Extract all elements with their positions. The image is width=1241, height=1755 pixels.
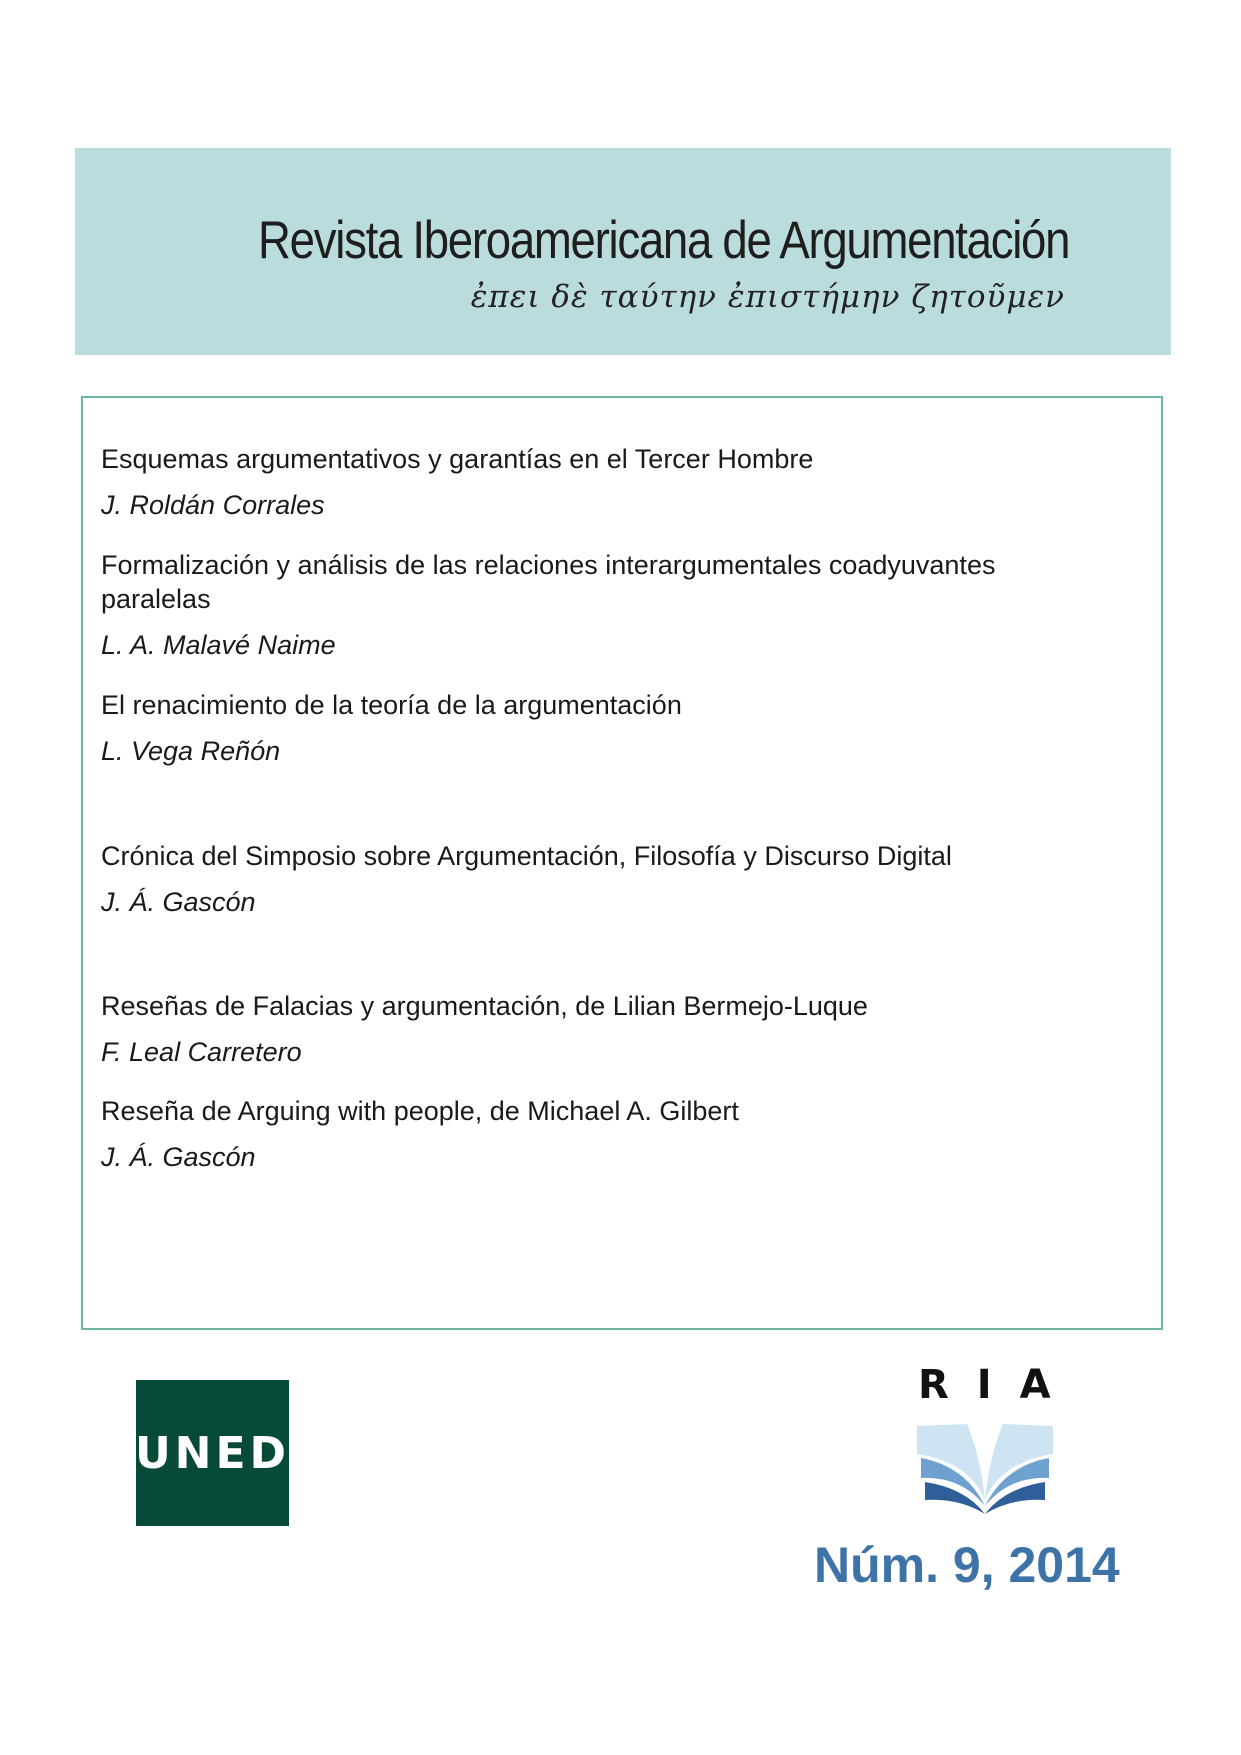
toc-entry (101, 442, 1101, 522)
article-author: J. Á. Gascón (101, 1142, 256, 1172)
article-title[interactable]: Reseña de Arguing with people, de Michael A. Gilbert (101, 1096, 739, 1126)
uned-logo (136, 1380, 289, 1526)
article-author: L. A. Malavé Naime (101, 630, 336, 660)
article-title[interactable]: Esquemas argumentativos y garantías en el Tercer Hombre (101, 444, 814, 474)
journal-title: Revista Iberoamericana de Argumentación (257, 211, 1069, 270)
table-of-contents (81, 396, 1163, 1330)
ria-open-book-icon (915, 1418, 1055, 1516)
article-title[interactable]: El renacimiento de la teoría de la argumentación (101, 690, 682, 720)
article-author: J. Roldán Corrales (101, 490, 325, 520)
article-title[interactable]: Crónica del Simposio sobre Argumentación, Filosofía y Discurso Digital (101, 841, 952, 871)
journal-motto: ἐπει δὲ ταύτην ἐπιστήμην ζητοῦμεν (470, 279, 1065, 315)
article-title[interactable]: Formalización y análisis de las relaciones interargumentales coadyuvantes paralelas (101, 550, 996, 614)
toc-entry (101, 548, 1101, 662)
toc-entry (101, 989, 1101, 1069)
article-author: L. Vega Reñón (101, 736, 281, 766)
toc-entry (101, 839, 1101, 919)
ria-logo-text: RIA (918, 1362, 1079, 1408)
uned-logo-text: UNED (134, 1427, 291, 1479)
article-author: F. Leal Carretero (101, 1037, 302, 1067)
article-title[interactable]: Reseñas de Falacias y argumentación, de Lilian Bermejo-Luque (101, 991, 868, 1021)
issue-number: Núm. 9, 2014 (814, 1537, 1120, 1593)
journal-header (75, 148, 1171, 355)
article-author: J. Á. Gascón (101, 887, 256, 917)
toc-entry (101, 688, 1101, 768)
toc-entry (101, 1094, 1101, 1174)
